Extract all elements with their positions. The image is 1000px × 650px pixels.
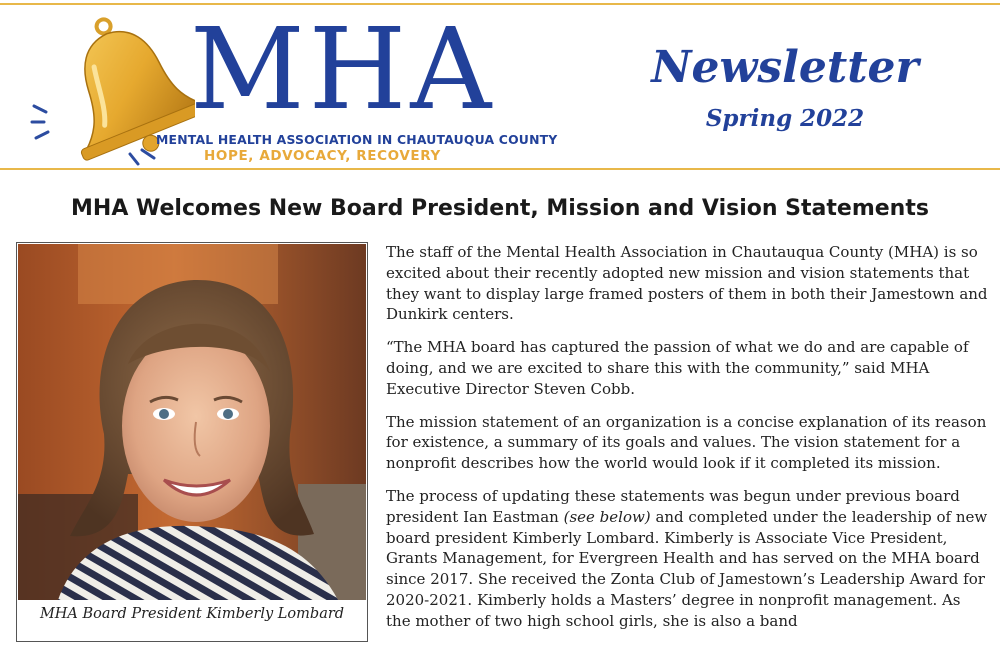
article-paragraph: The staff of the Mental Health Association in Chautauqua County (MHA) is so excited about their recently adopted new mission and vision statements that they want to display large framed posters of them in both their Jamestown and Dunkirk centers.: [386, 243, 988, 324]
article-paragraph: [386, 486, 988, 632]
newsletter-title: Newsletter: [651, 42, 919, 93]
logo-letters: MHA: [190, 5, 496, 135]
logo-tagline: HOPE, ADVOCACY, RECOVERY: [204, 148, 441, 164]
paragraph-text: The process of updating these statements was begun under previous board president Ian Eastman: [386, 486, 960, 526]
article-paragraph: The mission statement of an organization is a concise explanation of its reason for existence, a summary of its goals and values. The vision statement for a nonprofit describes how the world would look if it completed its mission.: [386, 412, 987, 473]
article-headline: MHA Welcomes New Board President, Mission and Vision Statements: [71, 196, 929, 221]
header-rule: [0, 168, 1000, 170]
article-paragraph: “The MHA board has captured the passion of what we do and are capable of doing, and we are excited to share this with the community,” said MHA Executive Director Steven Cobb.: [386, 338, 969, 398]
photo-frame: [16, 242, 368, 642]
newsletter-season: Spring 2022: [705, 105, 865, 132]
mha-logo: [30, 5, 558, 168]
top-rule: [0, 3, 1000, 5]
article-body: [386, 242, 988, 644]
paragraph-text: and completed under the leadership of new board president Kimberly Lombard. Kimberly is Associate Vice President, Grants Management, for Evergreen Health and has served on the MHA board since 2017. She received the Zonta Club of Jamestown’s Leadership Award for 2020-2021. Kimberly holds a Masters’ degree in nonprofit management. As the mother of two high school girls, she is also a band: [386, 507, 988, 630]
portrait-photo: [18, 244, 366, 600]
see-below-note: (see below): [563, 507, 651, 526]
logo-org-name: MENTAL HEALTH ASSOCIATION IN CHAUTAUQUA COUNTY: [156, 132, 558, 147]
photo-caption: MHA Board President Kimberly Lombard: [39, 606, 345, 622]
